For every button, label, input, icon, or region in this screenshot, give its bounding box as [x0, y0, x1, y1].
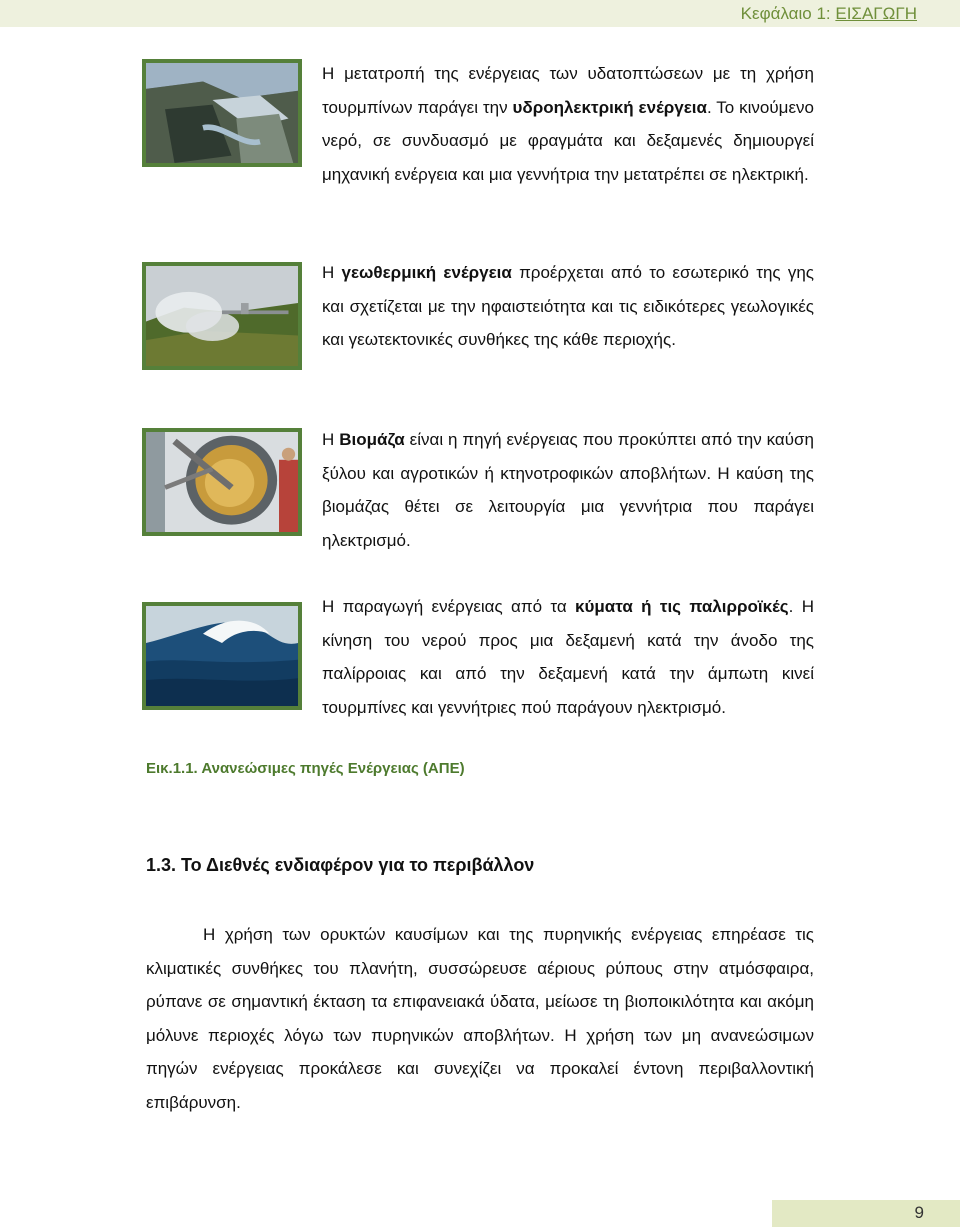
term-geothermal: γεωθερμική ενέργεια — [341, 263, 512, 282]
waves-paragraph — [322, 590, 814, 724]
chapter-title — [741, 4, 917, 24]
term-waves-tides: κύματα ή τις παλιρροϊκές — [575, 597, 789, 616]
paragraph-text: Η — [322, 430, 340, 449]
section-body: Η χρήση των ορυκτών καυσίμων και της πυρηνικής ενέργειας επηρέασε τις κλιματικές συνθήκες του πλανήτη, συσσώρευσε αέριους ρύπους στην ατμόσφαιρα, ρύπανε σε σημαντική έκταση τα επιφανειακά ύδατα, μείωσε τη βιοποικιλότητα και ακόμη μόλυνε περιοχές λόγω των πυρηνικών αποβλήτων. Η χρήση των μη ανανεώσιμων πηγών ενέργειας προκάλεσε και συνεχίζει να προκαλεί έντονη περιβαλλοντική επιβάρυνση. — [146, 925, 814, 1112]
ocean-wave-photo — [142, 602, 302, 710]
page-header — [0, 0, 960, 27]
paragraph-text: . Η κίνηση του νερού προς μια δεξαμενή κατά την άνοδο της παλίρροιας και από την δεξαμενή κατά την άμπωτη κινεί τουρμπίνες και γεννήτριες πού παράγουν ηλεκτρισμό. — [322, 597, 814, 717]
page-number: 9 — [914, 1203, 924, 1222]
section-heading: 1.3. Το Διεθνές ενδιαφέρον για το περιβάλλον — [146, 855, 535, 875]
biomass-furnace-photo — [142, 428, 302, 536]
biomass-paragraph — [322, 423, 814, 557]
term-biomass: Βιομάζα — [339, 430, 405, 449]
hydroelectric-dam-photo — [142, 59, 302, 167]
paragraph-text: προέρχεται από το εσωτερικό της γης και σχετίζεται με την ηφαιστειότητα και τις ειδικότερες γεωλογικές και γεωτεκτονικές συνθήκες της κάθε περιοχής. — [322, 263, 814, 349]
paragraph-text: . Το κινούμενο νερό, σε συνδυασμό με φραγμάτα και δεξαμενές δημιουργεί μηχανική ενέργεια και μια γεννήτρια την μετατρέπει σε ηλεκτρική. — [322, 97, 814, 184]
term-hydroelectric: υδροηλεκτρική ενέργεια — [512, 97, 707, 117]
chapter-link[interactable]: ΕΙΣΑΓΩΓΗ — [835, 4, 917, 23]
geothermal-steam-photo — [142, 262, 302, 370]
geothermal-paragraph — [322, 256, 814, 357]
paragraph-text: Η μετατροπή της ενέργειας των υδατοπτώσεων με τη χρήση τουρμπίνων παράγει την — [322, 64, 814, 117]
page-footer — [772, 1200, 960, 1227]
hydroelectric-paragraph — [322, 57, 814, 191]
chapter-prefix: Κεφάλαιο 1: — [740, 4, 836, 23]
figure-caption: Εικ.1.1. Ανανεώσιμες πηγές Ενέργειας (ΑΠΕ) — [146, 760, 465, 777]
paragraph-text: είναι η πηγή ενέργειας που προκύπτει από την καύση ξύλου και αγροτικών ή κτηνοτροφικών αποβλήτων. Η καύση της βιομάζας θέτει σε λειτουργία μια γεννήτρια που παράγει ηλεκτρισμό. — [322, 430, 814, 550]
paragraph-text: Η παραγωγή ενέργειας από τα — [322, 597, 576, 616]
paragraph-text: Η — [322, 263, 342, 282]
